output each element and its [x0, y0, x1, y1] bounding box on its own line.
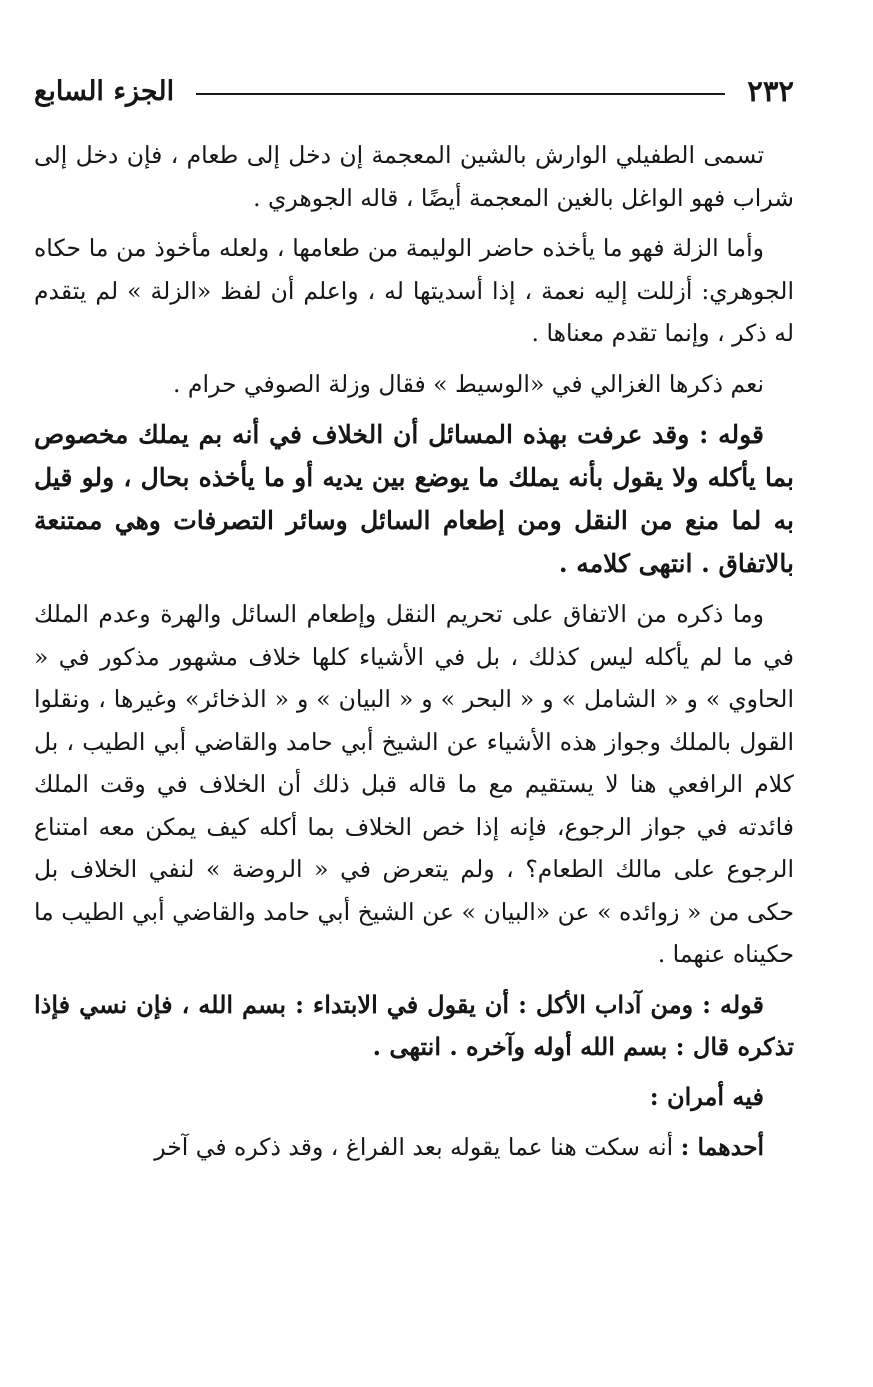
quoted-paragraph-1: قوله : وقد عرفت بهذه المسائل أن الخلاف في أنه بم يملك مخصوص بما يأكله ولا يقول بأنه يملك ما يوضع بين يديه أو ما يأخذه بحال ، ولو قيل به لما منع من النقل ومن إطعام السائل وسائر التصرفات وهي ممتنعة بالاتفاق . انتهى كلامه .	[34, 420, 794, 578]
paragraph-4: وما ذكره من الاتفاق على تحريم النقل وإطعام السائل والهرة وعدم الملك في ما لم يأكله ليس كذلك ، بل في الأشياء كلها خلاف مشهور مذكور في « الحاوي » و « الشامل » و « البحر » و « البيان » و « الذخائر» وغيرها ، ونقلوا القول بالملك وجواز هذه الأشياء عن الشيخ أبي حامد والقاضي أبي الطيب ، بل كلام الرافعي هنا لا يستقيم مع ما قاله قبل ذلك أن الخلاف في وقت الملك فائدته في جواز الرجوع، فإنه إذا خص الخلاف بما أكله كيف يمكن معه امتناع الرجوع على مالك الطعام؟ ، ولم يتعرض في « الروضة » لنفي الخلاف بل حكى من « زوائده » عن «البيان » عن الشيخ أبي حامد والقاضي أبي الطيب ما حكيناه عنهما .	[34, 600, 794, 968]
header-rule	[196, 93, 725, 95]
paragraph-5	[34, 1126, 794, 1169]
quoted-paragraph-2: قوله : ومن آداب الأكل : أن يقول في الابتداء : بسم الله ، فإن نسي فإذا تذكره قال : بسم الله أوله وآخره . انتهى .	[34, 989, 794, 1061]
paragraph-3: نعم ذكرها الغزالي في «الوسيط » فقال وزلة الصوفي حرام .	[172, 369, 764, 398]
paragraph-2: وأما الزلة فهو ما يأخذه حاضر الوليمة من طعامها ، ولعله مأخوذ من ما حكاه الجوهري: أزللت إليه نعمة ، إذا أسديتها له ، واعلم أن لفظ «الزلة » لم يتقدم له ذكر ، وإنما تقدم معناها .	[34, 234, 794, 347]
page-body	[34, 134, 794, 1168]
running-title: الجزء السابع	[34, 75, 175, 107]
paragraph-1: تسمى الطفيلي الوارش بالشين المعجمة إن دخل إلى طعام ، فإن دخل إلى شراب فهو الواغل بالغين المعجمة أيضًا ، قاله الجوهري .	[34, 141, 794, 212]
subheading-two-points: فيه أمران :	[649, 1081, 764, 1111]
first-point-lead: أحدهما :	[680, 1132, 764, 1161]
page-header	[34, 66, 794, 116]
page-number: ٢٣٢	[747, 74, 794, 108]
first-point-text: أنه سكت هنا عما يقوله بعد الفراغ ، وقد ذكره في آخر	[154, 1132, 681, 1161]
